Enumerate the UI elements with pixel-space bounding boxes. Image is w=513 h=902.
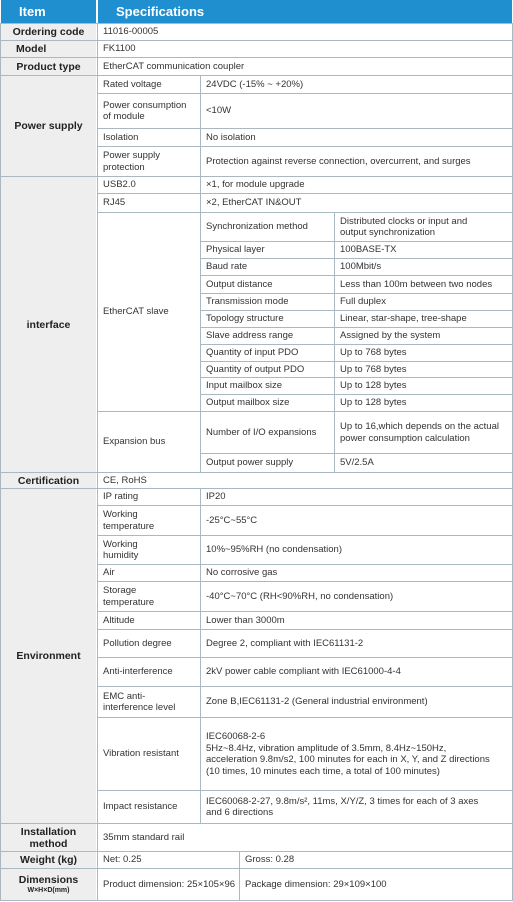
grid-line (200, 75, 201, 472)
grid-line (200, 327, 513, 328)
dimensions-label (1, 869, 96, 900)
ethercat-slave-item-label: Output distance (206, 278, 273, 290)
product-type-label: Product type (1, 58, 96, 75)
ethercat-slave-item-label: Synchronization method (206, 221, 308, 233)
environment-item-value: -25°C~55°C (206, 514, 258, 526)
protection-value: Protection against reverse connection, overcurrent, and surges (206, 155, 471, 167)
ethercat-slave-item-label: Physical layer (206, 244, 265, 256)
grid-line (0, 176, 513, 177)
environment-item-value: IEC60068-2-27, 9.8m/s², 11ms, X/Y/Z, 3 times for each of 3 axes and 6 directions (206, 795, 479, 818)
ethercat-slave-item-value: 100Mbit/s (340, 261, 382, 273)
grid-line (0, 75, 513, 76)
protection-label: Power supply protection (103, 150, 161, 173)
ordering-code-value: 11016-00005 (103, 26, 159, 38)
environment-item-label: EMC anti- interference level (103, 690, 176, 713)
ethercat-slave-item-value: Distributed clocks or input and output synchronization (340, 215, 468, 238)
certification-value: CE, RoHS (103, 474, 147, 486)
grid-line (97, 93, 513, 94)
grid-line (97, 535, 513, 536)
ethercat-slave-label: EtherCAT slave (103, 306, 169, 318)
environment-item-value: 10%~95%RH (no condensation) (206, 544, 342, 556)
power-supply-label: Power supply (1, 76, 96, 176)
ethercat-slave-item-value: Full duplex (340, 296, 386, 308)
environment-item-value: IP20 (206, 491, 226, 503)
grid-line (200, 310, 513, 311)
environment-item-label: Anti-interference (103, 666, 173, 678)
ethercat-slave-item-value: 100BASE-TX (340, 244, 397, 256)
ethercat-slave-item-value: Assigned by the system (340, 330, 441, 342)
certification-label: Certification (1, 473, 96, 488)
environment-item-value: Degree 2, compliant with IEC61131-2 (206, 637, 364, 649)
environment-item-label: Altitude (103, 614, 135, 626)
ethercat-slave-item-label: Quantity of input PDO (206, 347, 299, 359)
grid-line (0, 57, 513, 58)
grid-line (97, 23, 98, 901)
installation-label: Installation method (1, 824, 96, 851)
ethercat-slave-item-label: Output mailbox size (206, 396, 290, 408)
grid-line (97, 505, 513, 506)
grid-line (97, 629, 513, 630)
environment-item-value: Lower than 3000m (206, 614, 285, 626)
expansion-bus-label: Expansion bus (103, 436, 166, 448)
header-item: Item (1, 0, 96, 23)
grid-line (334, 212, 335, 472)
grid-line (200, 361, 513, 362)
ethercat-slave-item-label: Topology structure (206, 313, 284, 325)
grid-line (0, 23, 513, 24)
rj45-label: RJ45 (103, 197, 126, 209)
ethercat-slave-item-value: Less than 100m between two nodes (340, 278, 493, 290)
ethercat-slave-item-label: Input mailbox size (206, 380, 283, 392)
environment-item-label: IP rating (103, 491, 139, 503)
rated-voltage-value: 24VDC (-15% ~ +20%) (206, 78, 304, 90)
environment-item-value: -40°C~70°C (RH<90%RH, no condensation) (206, 590, 394, 602)
rj45-value: ×2, EtherCAT IN&OUT (206, 197, 302, 209)
environment-item-label: Storage temperature (103, 585, 155, 608)
ethercat-slave-item-value: Linear, star-shape, tree-shape (340, 313, 467, 325)
model-label: Model (1, 41, 96, 57)
isolation-value: No isolation (206, 131, 256, 143)
weight-label: Weight (kg) (1, 852, 96, 868)
expansion-bus-item-label: Number of I/O expansions (206, 426, 317, 438)
expansion-bus-item-label: Output power supply (206, 456, 294, 468)
environment-item-value: IEC60068-2-6 5Hz~8.4Hz, vibration amplitude of 3.5mm, 8.4Hz~150Hz, acceleration 9.8m/s2, 100 minutes for each in X, Y, and Z directions (10 times, 10 minutes each time, a total of 100 minutes) (206, 731, 490, 777)
dimensions-title: Dimensions (18, 874, 79, 886)
grid-line (200, 258, 513, 259)
grid-line (200, 394, 513, 395)
product-type-value: EtherCAT communication coupler (103, 60, 245, 72)
ethercat-slave-item-label: Quantity of output PDO (206, 363, 305, 375)
environment-item-label: Working humidity (103, 538, 139, 561)
ethercat-slave-item-label: Slave address range (206, 330, 294, 342)
grid-line (97, 212, 513, 213)
environment-item-label: Vibration resistant (103, 748, 179, 760)
usb-value: ×1, for module upgrade (206, 179, 305, 191)
rated-voltage-label: Rated voltage (103, 78, 162, 90)
grid-line (0, 23, 1, 901)
grid-line (97, 564, 513, 565)
grid-line (0, 868, 513, 869)
grid-line (97, 611, 513, 612)
grid-line (200, 453, 513, 454)
grid-line (97, 193, 513, 194)
expansion-bus-item-value: Up to 16,which depends on the actual power consumption calculation (340, 421, 499, 444)
environment-item-label: Air (103, 567, 115, 579)
grid-line (0, 851, 513, 852)
grid-line (200, 241, 513, 242)
ordering-code-label: Ordering code (1, 24, 96, 40)
grid-line (0, 823, 513, 824)
product-dimension-value: Product dimension: 25×105×96 (103, 878, 236, 890)
grid-line (200, 275, 513, 276)
weight-net-value: Net: 0.25 (103, 854, 142, 866)
usb-label: USB2.0 (103, 179, 136, 191)
ethercat-slave-item-value: Up to 128 bytes (340, 396, 407, 408)
grid-line (0, 900, 513, 901)
power-consumption-value: <10W (206, 105, 232, 117)
grid-line (200, 488, 201, 823)
grid-line (200, 377, 513, 378)
ethercat-slave-item-value: Up to 128 bytes (340, 380, 407, 392)
grid-line (0, 488, 513, 489)
grid-line (0, 472, 513, 473)
ethercat-slave-item-label: Baud rate (206, 261, 248, 273)
grid-line (97, 686, 513, 687)
expansion-bus-item-value: 5V/2.5A (340, 456, 374, 468)
model-value: FK1100 (103, 43, 136, 55)
header-specifications: Specifications (98, 0, 512, 23)
ethercat-slave-item-value: Up to 768 bytes (340, 363, 407, 375)
environment-item-value: No corrosive gas (206, 567, 278, 579)
environment-label: Environment (1, 489, 96, 823)
grid-line (239, 851, 240, 901)
installation-value: 35mm standard rail (103, 831, 185, 843)
grid-line (0, 40, 513, 41)
package-dimension-value: Package dimension: 29×109×100 (245, 878, 387, 890)
grid-line (97, 581, 513, 582)
weight-gross-value: Gross: 0.28 (245, 854, 295, 866)
isolation-label: Isolation (103, 131, 139, 143)
power-consumption-label: Power consumption of module (103, 99, 187, 122)
dimensions-unit: W×H×D(mm) (27, 887, 70, 894)
grid-line (200, 344, 513, 345)
environment-item-value: 2kV power cable compliant with IEC61000-4-4 (206, 666, 401, 678)
environment-item-label: Pollution degree (103, 637, 172, 649)
grid-line (200, 293, 513, 294)
environment-item-label: Impact resistance (103, 801, 178, 813)
grid-line (97, 717, 513, 718)
ethercat-slave-item-value: Up to 768 bytes (340, 347, 407, 359)
grid-line (97, 790, 513, 791)
environment-item-value: Zone B,IEC61131-2 (General industrial environment) (206, 696, 428, 708)
grid-line (97, 146, 513, 147)
grid-line (97, 657, 513, 658)
grid-line (97, 128, 513, 129)
grid-line (97, 411, 513, 412)
ethercat-slave-item-label: Transmission mode (206, 296, 289, 308)
environment-item-label: Working temperature (103, 509, 155, 532)
interface-label: interface (1, 177, 96, 472)
